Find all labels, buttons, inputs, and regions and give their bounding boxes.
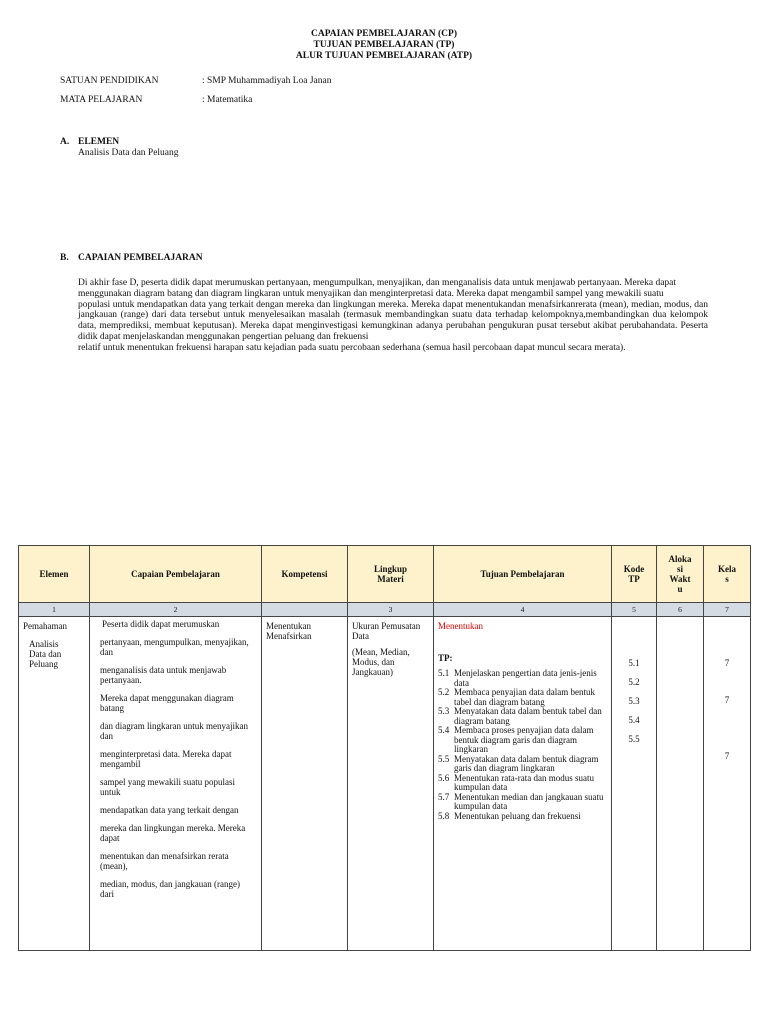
tp-item: 5.5 Menyatakan data dalam bentuk diagram garis dan diagram lingkaran bbox=[438, 753, 599, 773]
kompetensi-text: Menentukan Menafsirkan bbox=[266, 621, 312, 641]
col-number: 3 bbox=[348, 603, 434, 617]
lingkup-line-1: Ukuran Pemusatan Data bbox=[352, 621, 421, 641]
cell-lingkup bbox=[348, 617, 434, 951]
cp-item: mereka dan lingkungan mereka. Mereka dapat bbox=[100, 823, 246, 843]
tp-item: 5.6 Menentukan rata-rata dan modus suatu kumpulan data bbox=[438, 772, 594, 792]
title-tp: TUJUAN PEMBELAJARAN (TP) bbox=[313, 40, 455, 50]
col-number bbox=[262, 603, 348, 617]
elemen-line-2: Analisis Data dan Peluang bbox=[29, 639, 62, 669]
capaian-line: relatif untuk menentukan frekuensi harapan satu kejadian pada suatu percobaan sederhana (semua hasil percobaan dapat muncul secara merata). bbox=[78, 342, 626, 353]
col-number: 2 bbox=[90, 603, 262, 617]
cell-elemen bbox=[19, 617, 90, 951]
col-number: 6 bbox=[657, 603, 704, 617]
header-kelas: Kela s bbox=[704, 546, 751, 603]
meta-mapel-label: MATA PELAJARAN bbox=[60, 95, 143, 105]
header-kompetensi: Kompetensi bbox=[262, 546, 348, 603]
document-titles bbox=[0, 29, 768, 62]
section-a-title: ELEMEN bbox=[78, 137, 120, 147]
cp-item: pertanyaan, mengumpulkan, menyajikan, dan bbox=[100, 637, 249, 657]
section-b-heading bbox=[60, 253, 203, 263]
header-tujuan: Tujuan Pembelajaran bbox=[434, 546, 612, 603]
kelas-item: 7 bbox=[724, 695, 730, 705]
section-b-letter: B. bbox=[60, 253, 69, 263]
title-atp: ALUR TUJUAN PEMBELAJARAN (ATP) bbox=[295, 51, 473, 61]
tp-item: 5.2 Membaca penyajian data dalam bentuk tabel dan diagram batang bbox=[438, 687, 595, 707]
col-number: 5 bbox=[612, 603, 657, 617]
cp-item: menentukan dan menafsirkan rerata (mean), bbox=[100, 851, 229, 871]
tp-label: TP: bbox=[438, 653, 453, 663]
capaian-line: menggunakan diagram batang dan diagram lingkaran untuk menyajikan dan menginterpretasi data. Mereka dapat mengambil sampel yang mewakili suatu bbox=[78, 288, 664, 299]
col-number: 1 bbox=[19, 603, 90, 617]
tp-item: 5.4 Membaca proses penyajian data dalam bentuk diagram garis dan diagram lingkaran bbox=[438, 725, 594, 754]
tp-item: 5.8 Menentukan peluang dan frekuensi bbox=[438, 810, 581, 821]
atp-table bbox=[18, 545, 751, 951]
cell-capaian bbox=[90, 617, 262, 951]
cp-item: sampel yang mewakili suatu populasi untuk bbox=[100, 777, 235, 797]
tp-item: 5.3 Menyatakan data dalam bentuk tabel dan diagram batang bbox=[438, 706, 602, 726]
kelas-item: 7 bbox=[724, 658, 730, 668]
header-kode: Kode TP bbox=[612, 546, 657, 603]
capaian-line: populasi untuk mendapatkan data yang terkait dengan mereka dan lingkungan mereka. Mereka dapat menentukandan menafsirkanrerata (mean), median, modus, dan jangkauan (range) dari data tersebut untuk menyelesaikan masalah (termasuk membandingkan suatu data terhadap kelompoknya,membandingkan dua kelompok data, memprediksi, membuat keputusan). Mereka dapat menginvestigasi kemungkinan adanya perubahan pengukuran pusat tersebut akibat perubahandata. Peserta didik dapat menjelaskandan menggunakan pengertian peluang dan frekuensi bbox=[78, 299, 708, 342]
tp-item: 5.7 Menentukan median dan jangkauan suatu kumpulan data bbox=[438, 791, 604, 811]
header-lingkup: Lingkup Materi bbox=[348, 546, 434, 603]
table-header-row bbox=[19, 546, 751, 603]
cell-alokasi bbox=[657, 617, 704, 951]
cp-item: mendapatkan data yang terkait dengan bbox=[100, 805, 239, 815]
col-number: 7 bbox=[704, 603, 751, 617]
tp-item: 5.1 Menjelaskan pengertian data jenis-jenis data bbox=[438, 668, 597, 688]
cell-kode bbox=[612, 617, 657, 951]
meta-mapel-value: : Matematika bbox=[202, 95, 253, 105]
meta-satuan-value: : SMP Muhammadiyah Loa Janan bbox=[202, 76, 332, 86]
cp-item: menginterpretasi data. Mereka dapat mengambil bbox=[100, 749, 232, 769]
cell-tujuan bbox=[434, 617, 612, 951]
cp-item: Peserta didik dapat merumuskan bbox=[102, 619, 220, 629]
cp-item: median, modus, dan jangkauan (range) dari bbox=[100, 879, 240, 899]
kode-item: 5.1 bbox=[628, 658, 640, 668]
cell-kompetensi bbox=[262, 617, 348, 951]
lingkup-line-2: (Mean, Median, Modus, dan Jangkauan) bbox=[352, 647, 410, 677]
kelas-item: 7 bbox=[724, 751, 730, 761]
meta-satuan-label: SATUAN PENDIDIKAN bbox=[60, 76, 159, 86]
tp-red-text: Menentukan bbox=[438, 621, 483, 631]
table-row bbox=[19, 617, 751, 951]
capaian-paragraph bbox=[78, 278, 708, 354]
kode-item: 5.3 bbox=[628, 696, 640, 706]
section-b-title: CAPAIAN PEMBELAJARAN bbox=[78, 253, 203, 263]
column-number-row bbox=[19, 603, 751, 617]
header-capaian: Capaian Pembelajaran bbox=[90, 546, 262, 603]
kode-item: 5.4 bbox=[628, 715, 640, 725]
elemen-line-1: Pemahaman bbox=[23, 621, 67, 631]
cp-item: Mereka dapat menggunakan diagram batang bbox=[100, 693, 234, 713]
kode-item: 5.5 bbox=[628, 734, 640, 744]
header-elemen: Elemen bbox=[19, 546, 90, 603]
cp-item: menganalisis data untuk menjawab pertanyaan. bbox=[100, 665, 227, 685]
section-a-letter: A. bbox=[60, 137, 70, 147]
section-a-body: Analisis Data dan Peluang bbox=[78, 148, 179, 158]
section-a-heading bbox=[60, 137, 119, 147]
cp-item: dan diagram lingkaran untuk menyajikan dan bbox=[100, 721, 248, 741]
kode-item: 5.2 bbox=[628, 677, 640, 687]
title-cp: CAPAIAN PEMBELAJARAN (CP) bbox=[310, 29, 457, 39]
col-number: 4 bbox=[434, 603, 612, 617]
capaian-line: Di akhir fase D, peserta didik dapat merumuskan pertanyaan, mengumpulkan, menyajikan, dan menganalisis data untuk menjawab pertanyaan. Mereka dapat bbox=[78, 278, 677, 288]
header-alokasi: Aloka si Wakt u bbox=[657, 546, 704, 603]
cell-kelas bbox=[704, 617, 751, 951]
